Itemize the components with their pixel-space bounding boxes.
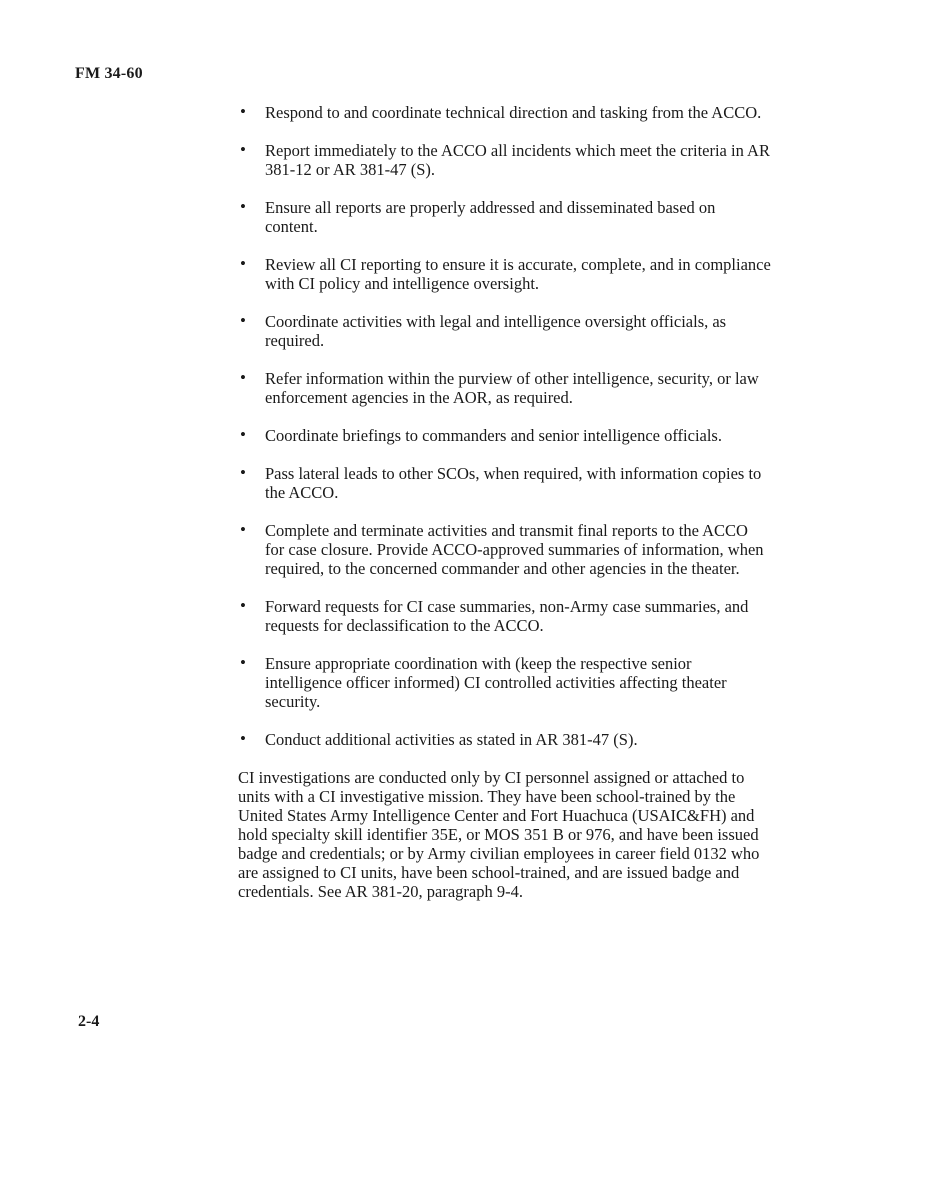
bullet-item: • Forward requests for CI case summaries, non-Army case summaries, and requests for declassification to the ACCO. [265, 597, 771, 635]
page-header: FM 34-60 [75, 65, 143, 82]
bullet-item: • Complete and terminate activities and transmit final reports to the ACCO for case closure. Provide ACCO-approved summaries of information, when required, to the concerned commander and other agencies in the theater. [265, 521, 771, 578]
bullet-item: • Report immediately to the ACCO all incidents which meet the criteria in AR 381-12 or AR 381-47 (S). [265, 141, 771, 179]
bullet-item: • Ensure appropriate coordination with (keep the respective senior intelligence officer informed) CI controlled activities affecting theater security. [265, 654, 771, 711]
page-number: 2-4 [78, 1013, 100, 1030]
bullet-item: • Coordinate briefings to commanders and senior intelligence officials. [265, 426, 771, 445]
bullet-item: • Coordinate activities with legal and intelligence oversight officials, as required. [265, 312, 771, 350]
bullet-item: • Refer information within the purview of other intelligence, security, or law enforcement agencies in the AOR, as required. [265, 369, 771, 407]
bullet-item: • Ensure all reports are properly addressed and disseminated based on content. [265, 198, 771, 236]
bullet-item: • Respond to and coordinate technical direction and tasking from the ACCO. [265, 103, 771, 122]
content-column [238, 103, 771, 901]
bullet-list [238, 103, 771, 749]
body-paragraph: CI investigations are conducted only by CI personnel assigned or attached to units with a CI investigative mission. They have been school-trained by the United States Army Intelligence Center and Fort Huachuca (USAIC&FH) and hold specialty skill identifier 35E, or MOS 351 B or 976, and have been issued badge and credentials; or by Army civilian employees in career field 0132 who are assigned to CI units, have been school-trained, and are issued badge and credentials. See AR 381-20, paragraph 9-4. [238, 768, 760, 901]
bullet-item: • Conduct additional activities as stated in AR 381-47 (S). [265, 730, 771, 749]
bullet-item: • Review all CI reporting to ensure it is accurate, complete, and in compliance with CI policy and intelligence oversight. [265, 255, 771, 293]
bullet-item: • Pass lateral leads to other SCOs, when required, with information copies to the ACCO. [265, 464, 771, 502]
